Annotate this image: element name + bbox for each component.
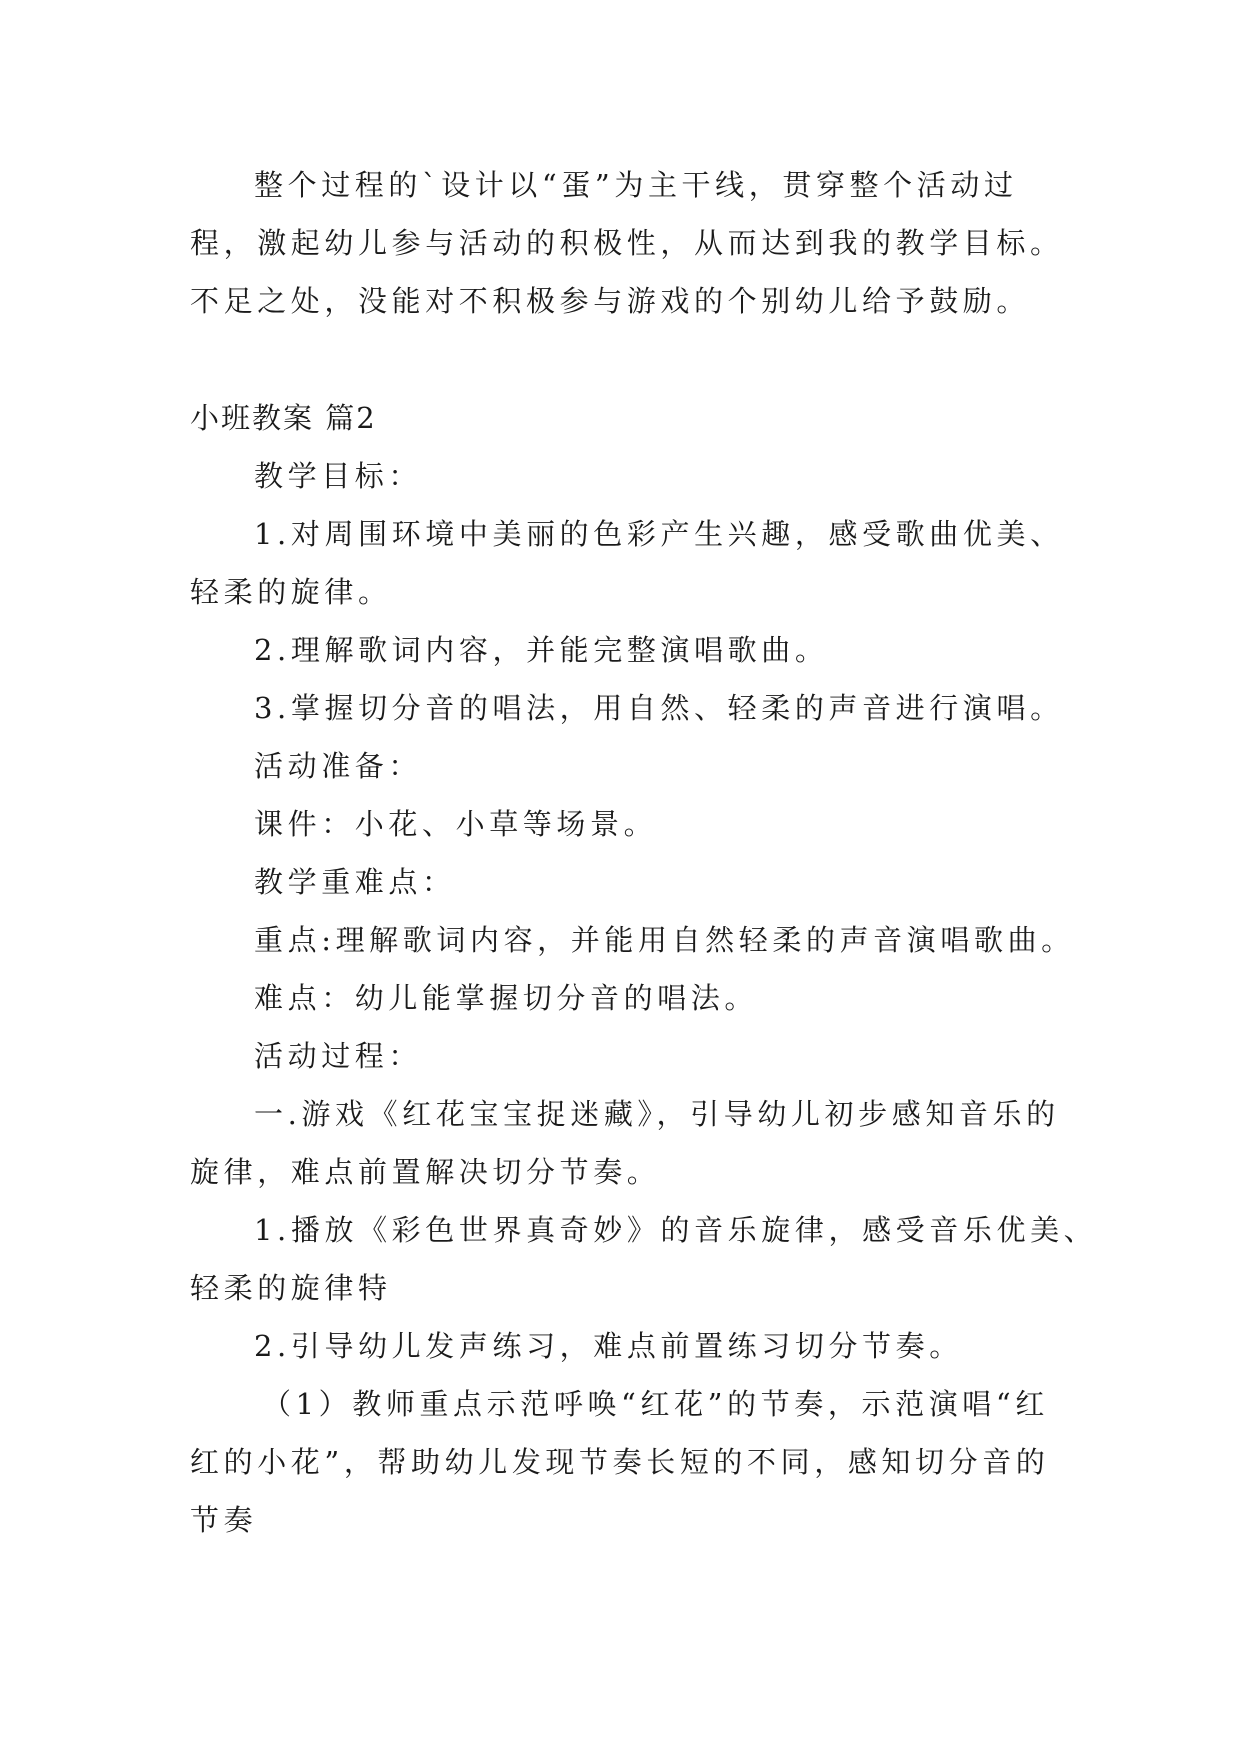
paragraph-line: 程，激起幼儿参与活动的积极性，从而达到我的教学目标。: [190, 226, 1064, 260]
keypoints-heading: 教学重难点：: [254, 865, 456, 899]
process-step: 一.游戏《红花宝宝捉迷藏》，引导幼儿初步感知音乐的: [254, 1097, 1060, 1131]
process-detail: （1）教师重点示范呼唤“红花”的节奏，示范演唱“红: [262, 1387, 1049, 1421]
difficulty: 难点：幼儿能掌握切分音的唱法。: [254, 981, 759, 1015]
prep-heading: 活动准备：: [254, 749, 423, 783]
process-step-cont: 旋律，难点前置解决切分节奏。: [190, 1155, 661, 1189]
prep-text: 课件：小花、小草等场景。: [254, 807, 658, 841]
process-heading: 活动过程：: [254, 1039, 423, 1073]
process-detail-cont: 红的小花”，帮助幼儿发现节奏长短的不同，感知切分音的: [190, 1445, 1050, 1479]
goals-heading: 教学目标：: [254, 459, 423, 493]
goal-item: 2.理解歌词内容，并能完整演唱歌曲。: [254, 633, 829, 667]
process-detail-cont: 节奏: [190, 1503, 258, 1537]
section-title: 小班教案 篇2: [190, 401, 377, 435]
process-substep: 2.引导幼儿发声练习，难点前置练习切分节奏。: [254, 1329, 963, 1363]
goal-item: 3.掌握切分音的唱法，用自然、轻柔的声音进行演唱。: [254, 691, 1064, 725]
goal-item-cont: 轻柔的旋律。: [190, 575, 392, 609]
goal-item: 1.对周围环境中美丽的色彩产生兴趣，感受歌曲优美、: [254, 517, 1064, 551]
process-substep-cont: 轻柔的旋律特: [190, 1271, 392, 1305]
process-substep: 1.播放《彩色世界真奇妙》的音乐旋律，感受音乐优美、: [254, 1213, 1098, 1247]
key-point: 重点:理解歌词内容，并能用自然轻柔的声音演唱歌曲。: [254, 923, 1075, 957]
paragraph-line: 整个过程的`设计以“蛋”为主干线，贯穿整个活动过: [254, 168, 1018, 202]
paragraph-line: 不足之处，没能对不积极参与游戏的个别幼儿给予鼓励。: [190, 284, 1031, 318]
